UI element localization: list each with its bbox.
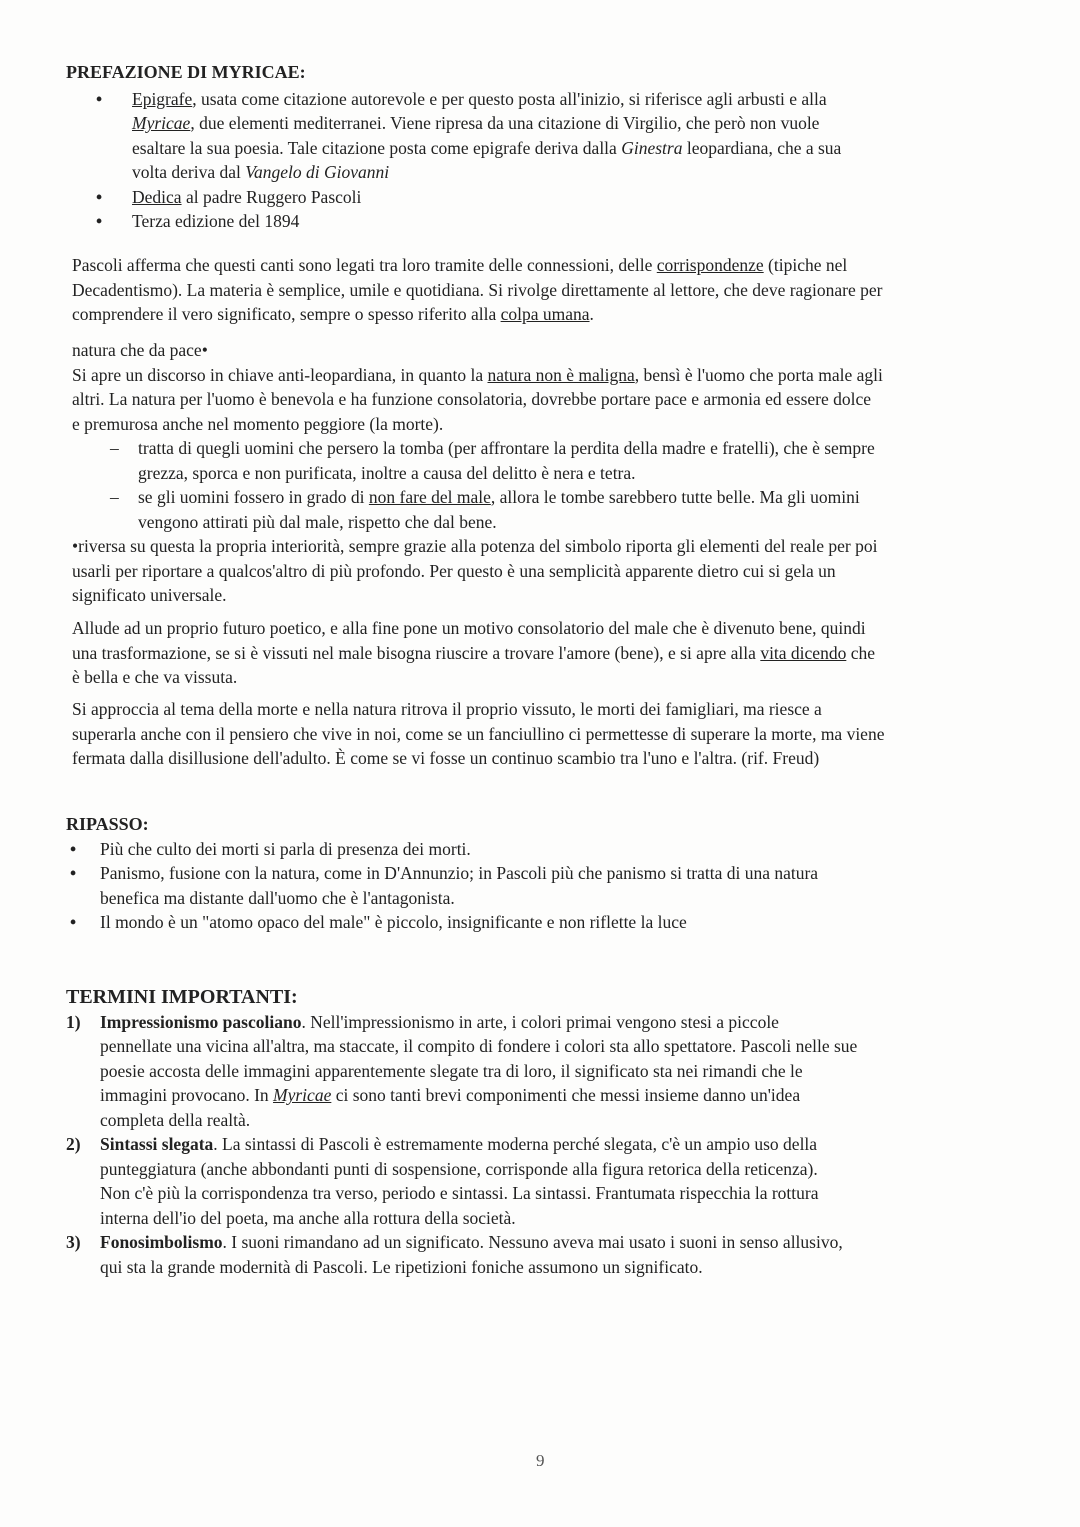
paragraph-riversa: [72, 534, 1067, 608]
prefazione-bullets: [96, 87, 1026, 234]
natura-line2: altri. La natura per l'uomo è benevola e ha funzione consolatoria, dovrebbe portare pace e armonia ed essere dolce: [72, 389, 872, 409]
allude-line2b: che: [850, 642, 875, 663]
item-number: 3): [66, 1232, 81, 1252]
edizione-text: Terza edizione del 1894: [132, 211, 300, 231]
prefazione-section: [66, 60, 1026, 234]
ripasso-heading: RIPASSO:: [66, 814, 149, 834]
bullet-mark: •: [70, 863, 77, 883]
bullet-mark: •: [70, 912, 77, 932]
term-non-fare-del-male: non fare del male: [368, 487, 491, 507]
epigrafe-line4: volta deriva dal: [132, 162, 241, 182]
t1-line2: pennellate una vicina all'altra, ma staccate, il compito di fondere i colori sta allo spettatore. Pascoli nelle sue: [100, 1036, 858, 1056]
para1-line3a: comprendere il vero significato, sempre o spesso riferito alla: [72, 304, 497, 324]
t1-line3: poesie accosta delle immagini apparentemente slegate tra di loro, il significato sta nei rimandi che le: [100, 1060, 803, 1081]
t1-line1: . Nell'impressionismo in arte, i colori primai vengono stesi a piccole: [301, 1011, 779, 1032]
dash1-line1: tratta di quegli uomini che persero la tomba (per affrontare la perdita della madre e fratelli), che è sempre: [138, 438, 875, 458]
term-natura-non-maligna: natura non è maligna: [487, 364, 635, 385]
t2-line4: interna dell'io del poeta, ma anche alla rottura della società.: [100, 1207, 516, 1228]
ripasso-b1: Più che culto dei morti si parla di presenza dei morti.: [100, 838, 471, 859]
allude-line1: Allude ad un proprio futuro poetico, e alla fine pone un motivo consolatorio del male che è divenuto bene, quindi: [72, 618, 866, 638]
para1-line1a: Pascoli afferma che questi canti sono legati tra loro tramite delle connessioni, delle: [72, 255, 653, 275]
ripasso-section: [66, 812, 1056, 935]
allude-line3: è bella e che va vissuta.: [72, 667, 238, 687]
t3-line2: qui sta la grande modernità di Pascoli. Le ripetizioni foniche assumono un significato.: [100, 1256, 703, 1277]
t2-line1: . La sintassi di Pascoli è estremamente moderna perché slegata, c'è un ampio uso della: [213, 1134, 818, 1154]
ripasso-bullet-1: [70, 837, 1056, 862]
termine-sintassi: [66, 1132, 1056, 1230]
term-vangelo: Vangelo di Giovanni: [245, 162, 390, 182]
t1-line4b: ci sono tanti brevi componimenti che messi insieme danno un'idea: [335, 1085, 801, 1105]
term-myricae: Myricae: [132, 113, 191, 133]
epigrafe-text-a: , usata come citazione autorevole e per questo posta all'inizio, si riferisce agli arbusti e alla: [192, 88, 827, 109]
ripasso-b2-line1: Panismo, fusione con la natura, come in D'Annunzio; in Pascoli più che panismo si tratta di una natura: [100, 863, 819, 883]
term-colpa-umana: colpa umana: [500, 304, 590, 324]
bullet-mark: •: [70, 838, 77, 859]
paragraph-approccia: [72, 697, 1067, 771]
dash1-line2: grezza, sporca e non purificata, inoltre a causa del delitto è nera e tetra.: [138, 462, 636, 483]
termini-section: [66, 985, 1056, 1279]
approccia-line3: fermata dalla disillusione dell'adulto. È come se vi fosse un continuo scambio tra l'uno e l'altra. (rif. Freud): [72, 748, 820, 768]
natura-title: natura che da pace•: [72, 340, 208, 360]
dash2-line1b: , allora le tombe sarebbero tutte belle. Ma gli uomini: [490, 487, 860, 507]
natura-line1b: , bensì è l'uomo che porta male agli: [634, 364, 883, 385]
bullet-edizione: [96, 209, 1026, 234]
riversa-line3: significato universale.: [72, 585, 227, 605]
t2-line3: Non c'è più la corrispondenza tra verso, periodo e sintassi. La sintassi. Frantumata rispecchia la rottura: [100, 1183, 819, 1203]
bullet-epigrafe: [96, 87, 1026, 185]
approccia-line2: superarla anche con il pensiero che vive in noi, come se un fanciullino ci permettesse di superare la morte, ma viene: [72, 723, 885, 744]
term-fonosimbolismo: Fonosimbolismo: [100, 1232, 223, 1252]
prefazione-heading: PREFAZIONE DI MYRICAE:: [66, 62, 306, 82]
approccia-line1: Si approccia al tema della morte e nella natura ritrova il proprio vissuto, le morti dei famigliari, ma riesce a: [72, 699, 822, 719]
epigrafe-text-b: , due elementi mediterranei. Viene ripresa da una citazione di Virgilio, che però non vuole: [190, 113, 820, 133]
t2-line2: punteggiatura (anche abbondanti punti di sospensione, corrisponde alla figura retorica della reticenza).: [100, 1158, 818, 1179]
term-impressionismo: Impressionismo pascoliano: [100, 1011, 302, 1032]
term-sintassi-slegata: Sintassi slegata: [100, 1134, 214, 1154]
natura-dash-item-1: [110, 436, 1062, 485]
riversa-line2: usarli per riportare a qualcos'altro di più profondo. Per questo è una semplicità apparente dietro cui si gela un: [72, 560, 836, 581]
item-number: 2): [66, 1134, 81, 1154]
para1-line2: Decadentismo). La materia è semplice, umile e quotidiana. Si rivolge direttamente al lettore, che deve ragionare per: [72, 279, 883, 300]
allude-line2a: una trasformazione, se si è vissuti nel male bisogna riuscire a trovare l'amore (bene), e si apre alla: [72, 642, 756, 663]
para1-line1b: (tipiche nel: [768, 255, 848, 275]
bullet-mark: •: [96, 211, 103, 231]
bullet-mark: •: [96, 88, 103, 109]
bullet-mark: •: [96, 186, 103, 207]
termine-impressionismo: [66, 1010, 1056, 1133]
ripasso-bullet-2: [70, 861, 1056, 910]
epigrafe-line3-end: leopardiana, che a sua: [686, 137, 842, 158]
ripasso-b3: Il mondo è un "atomo opaco del male" è piccolo, insignificante e non riflette la luce: [100, 912, 687, 932]
epigrafe-line3: esaltare la sua poesia. Tale citazione posta come epigrafe deriva dalla: [132, 137, 617, 158]
term-vita-dicendo: vita dicendo: [760, 642, 847, 663]
term-corrispondenze: corrispondenze: [656, 255, 764, 275]
page-number: 9: [536, 1451, 545, 1470]
natura-dash-item-2: [110, 485, 1062, 534]
term-epigrafe: Epigrafe: [132, 88, 193, 109]
term-dedica: Dedica: [132, 186, 182, 207]
dash-mark: –: [110, 487, 119, 507]
paragraph-corrispondenze: [72, 253, 1062, 327]
termini-heading: TERMINI IMPORTANTI:: [66, 986, 298, 1008]
natura-section: [72, 338, 1062, 534]
dash2-line2: vengono attirati più dal male, rispetto che dal bene.: [138, 511, 497, 532]
t1-line4a: immagini provocano. In: [100, 1085, 269, 1105]
dash2-line1a: se gli uomini fossero in grado di: [138, 487, 365, 507]
para1-line3b: .: [589, 304, 594, 324]
term-ginestra: Ginestra: [621, 137, 683, 158]
riversa-line1: •riversa su questa la propria interiorità, sempre grazie alla potenza del simbolo riporta gli elementi del reale per poi: [72, 536, 878, 556]
ripasso-b2-line2: benefica ma distante dall'uomo che è l'antagonista.: [100, 887, 455, 908]
paragraph-allude: [72, 616, 1067, 690]
t1-line5: completa della realtà.: [100, 1109, 251, 1130]
ripasso-bullet-3: [70, 910, 1056, 935]
item-number: 1): [66, 1011, 81, 1032]
t3-line1: . I suoni rimandano ad un significato. Nessuno aveva mai usato i suoni in senso allusivo,: [222, 1232, 843, 1252]
natura-line3: e premurosa anche nel momento peggiore (la morte).: [72, 413, 444, 434]
dash-mark: –: [110, 438, 119, 458]
termine-fonosimbolismo: [66, 1230, 1056, 1279]
bullet-dedica: [96, 185, 1026, 210]
natura-line1a: Si apre un discorso in chiave anti-leopardiana, in quanto la: [72, 364, 484, 385]
dedica-text: al padre Ruggero Pascoli: [185, 186, 362, 207]
term-myricae-2: Myricae: [273, 1085, 332, 1105]
